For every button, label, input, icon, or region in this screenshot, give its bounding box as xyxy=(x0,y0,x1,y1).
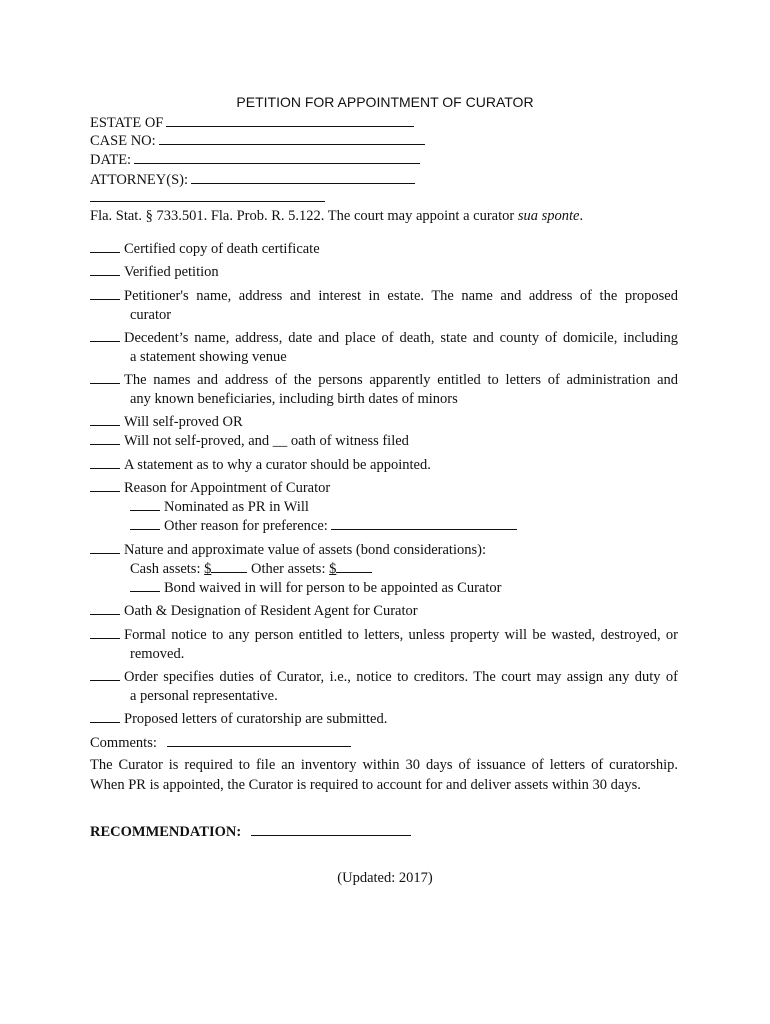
item-label: Nature and approximate value of assets (bond considerations): xyxy=(124,542,486,558)
item-label: a personal representative. xyxy=(130,687,278,704)
cash-assets-dollar: $ xyxy=(204,561,212,577)
citation-text: Fla. Stat. § 733.501. Fla. Prob. R. 5.122. The court may appoint a curator xyxy=(90,208,515,224)
list-item xyxy=(90,431,409,450)
checkbox-blank[interactable] xyxy=(130,516,160,530)
curator-notice xyxy=(90,756,678,795)
list-item xyxy=(90,262,219,281)
item-label: Other reason for preference: xyxy=(164,518,328,534)
recommendation-label: RECOMMENDATION: xyxy=(90,824,242,840)
citation-italic: sua sponte xyxy=(517,208,580,224)
list-item xyxy=(90,540,486,559)
item-label: removed. xyxy=(130,645,185,662)
footnote-divider xyxy=(90,201,325,202)
checkbox-blank[interactable] xyxy=(90,601,120,615)
date-field xyxy=(90,150,420,169)
list-item xyxy=(90,328,678,366)
checkbox-blank[interactable] xyxy=(90,412,120,426)
attorneys-field xyxy=(90,170,415,189)
date-blank[interactable] xyxy=(134,150,420,164)
list-item xyxy=(90,478,330,497)
item-label: Will not self-proved, and __ oath of witness filed xyxy=(124,433,409,449)
case-no-label: CASE NO: xyxy=(90,133,156,149)
citation-end: . xyxy=(579,208,584,224)
checkbox-blank[interactable] xyxy=(130,497,160,511)
item-label: Certified copy of death certificate xyxy=(124,241,320,257)
item-label: Reason for Appointment of Curator xyxy=(124,480,331,496)
list-item xyxy=(90,667,678,705)
list-item xyxy=(90,239,320,258)
checkbox-blank[interactable] xyxy=(90,455,120,469)
attorneys-blank[interactable] xyxy=(191,170,415,184)
item-label: Nominated as PR in Will xyxy=(164,499,309,515)
citation xyxy=(90,207,583,225)
item-label: Petitioner's name, address and interest in estate. The name and address of the proposed xyxy=(124,288,678,304)
item-label: The names and address of the persons apparently entitled to letters of administration and xyxy=(124,372,678,388)
notice-line-1: The Curator is required to file an inventory within 30 days of issuance of letters of curatorship. xyxy=(90,757,678,773)
checkbox-blank[interactable] xyxy=(90,262,120,276)
recommendation-blank[interactable] xyxy=(251,822,411,836)
item-label: Order specifies duties of Curator, i.e., notice to creditors. The court may assign any duty of xyxy=(124,669,678,685)
item-label: Formal notice to any person entitled to letters, unless property will be wasted, destroyed, or xyxy=(124,627,678,643)
comments-label: Comments: xyxy=(90,735,157,751)
cash-assets-blank[interactable] xyxy=(211,559,247,573)
case-no-field xyxy=(90,131,425,150)
checkbox-blank[interactable] xyxy=(90,478,120,492)
other-assets-label: Other assets: xyxy=(250,561,326,577)
list-item xyxy=(90,601,418,620)
item-label: Oath & Designation of Resident Agent for Curator xyxy=(124,603,418,619)
list-item xyxy=(90,455,431,474)
item-label: curator xyxy=(130,306,172,323)
checkbox-blank[interactable] xyxy=(90,328,120,342)
list-item xyxy=(130,516,517,535)
attorneys-label: ATTORNEY(S): xyxy=(90,172,189,188)
list-item xyxy=(130,497,309,516)
item-label: any known beneficiaries, including birth dates of minors xyxy=(130,390,458,407)
list-item xyxy=(90,625,678,663)
checkbox-blank[interactable] xyxy=(90,540,120,554)
item-label: Verified petition xyxy=(124,264,219,280)
other-reason-blank[interactable] xyxy=(331,516,517,530)
checkbox-blank[interactable] xyxy=(90,286,120,300)
list-item xyxy=(90,370,678,408)
checkbox-blank[interactable] xyxy=(90,239,120,253)
checkbox-blank[interactable] xyxy=(90,625,120,639)
item-label: Decedent’s name, address, date and place of death, state and county of domicile, including xyxy=(124,330,678,346)
page-title: PETITION FOR APPOINTMENT OF CURATOR xyxy=(236,94,534,110)
comments-blank[interactable] xyxy=(167,733,351,747)
estate-label: ESTATE OF xyxy=(90,115,164,131)
estate-field xyxy=(90,113,414,132)
item-label: Will self-proved OR xyxy=(124,414,243,430)
list-item xyxy=(130,578,501,597)
checkbox-blank[interactable] xyxy=(130,578,160,592)
item-label: Bond waived in will for person to be appointed as Curator xyxy=(164,580,502,596)
assets-line xyxy=(130,559,372,578)
estate-blank[interactable] xyxy=(166,113,414,127)
date-label: DATE: xyxy=(90,152,132,168)
checkbox-blank[interactable] xyxy=(90,370,120,384)
checkbox-blank[interactable] xyxy=(90,431,120,445)
other-assets-blank[interactable] xyxy=(336,559,372,573)
updated-note: (Updated: 2017) xyxy=(337,870,433,886)
recommendation-field xyxy=(90,822,411,841)
item-label: a statement showing venue xyxy=(130,348,287,365)
notice-line-2: When PR is appointed, the Curator is required to account for and deliver assets within 30 days. xyxy=(90,776,641,793)
item-label: Proposed letters of curatorship are submitted. xyxy=(124,711,388,727)
checkbox-blank[interactable] xyxy=(90,667,120,681)
cash-assets-label: Cash assets: xyxy=(130,561,201,577)
checkbox-blank[interactable] xyxy=(90,709,120,723)
case-no-blank[interactable] xyxy=(159,131,425,145)
list-item xyxy=(90,286,678,324)
item-label: A statement as to why a curator should be appointed. xyxy=(124,457,431,473)
other-assets-dollar: $ xyxy=(329,561,337,577)
comments-field xyxy=(90,733,351,752)
list-item xyxy=(90,412,243,431)
list-item xyxy=(90,709,387,728)
